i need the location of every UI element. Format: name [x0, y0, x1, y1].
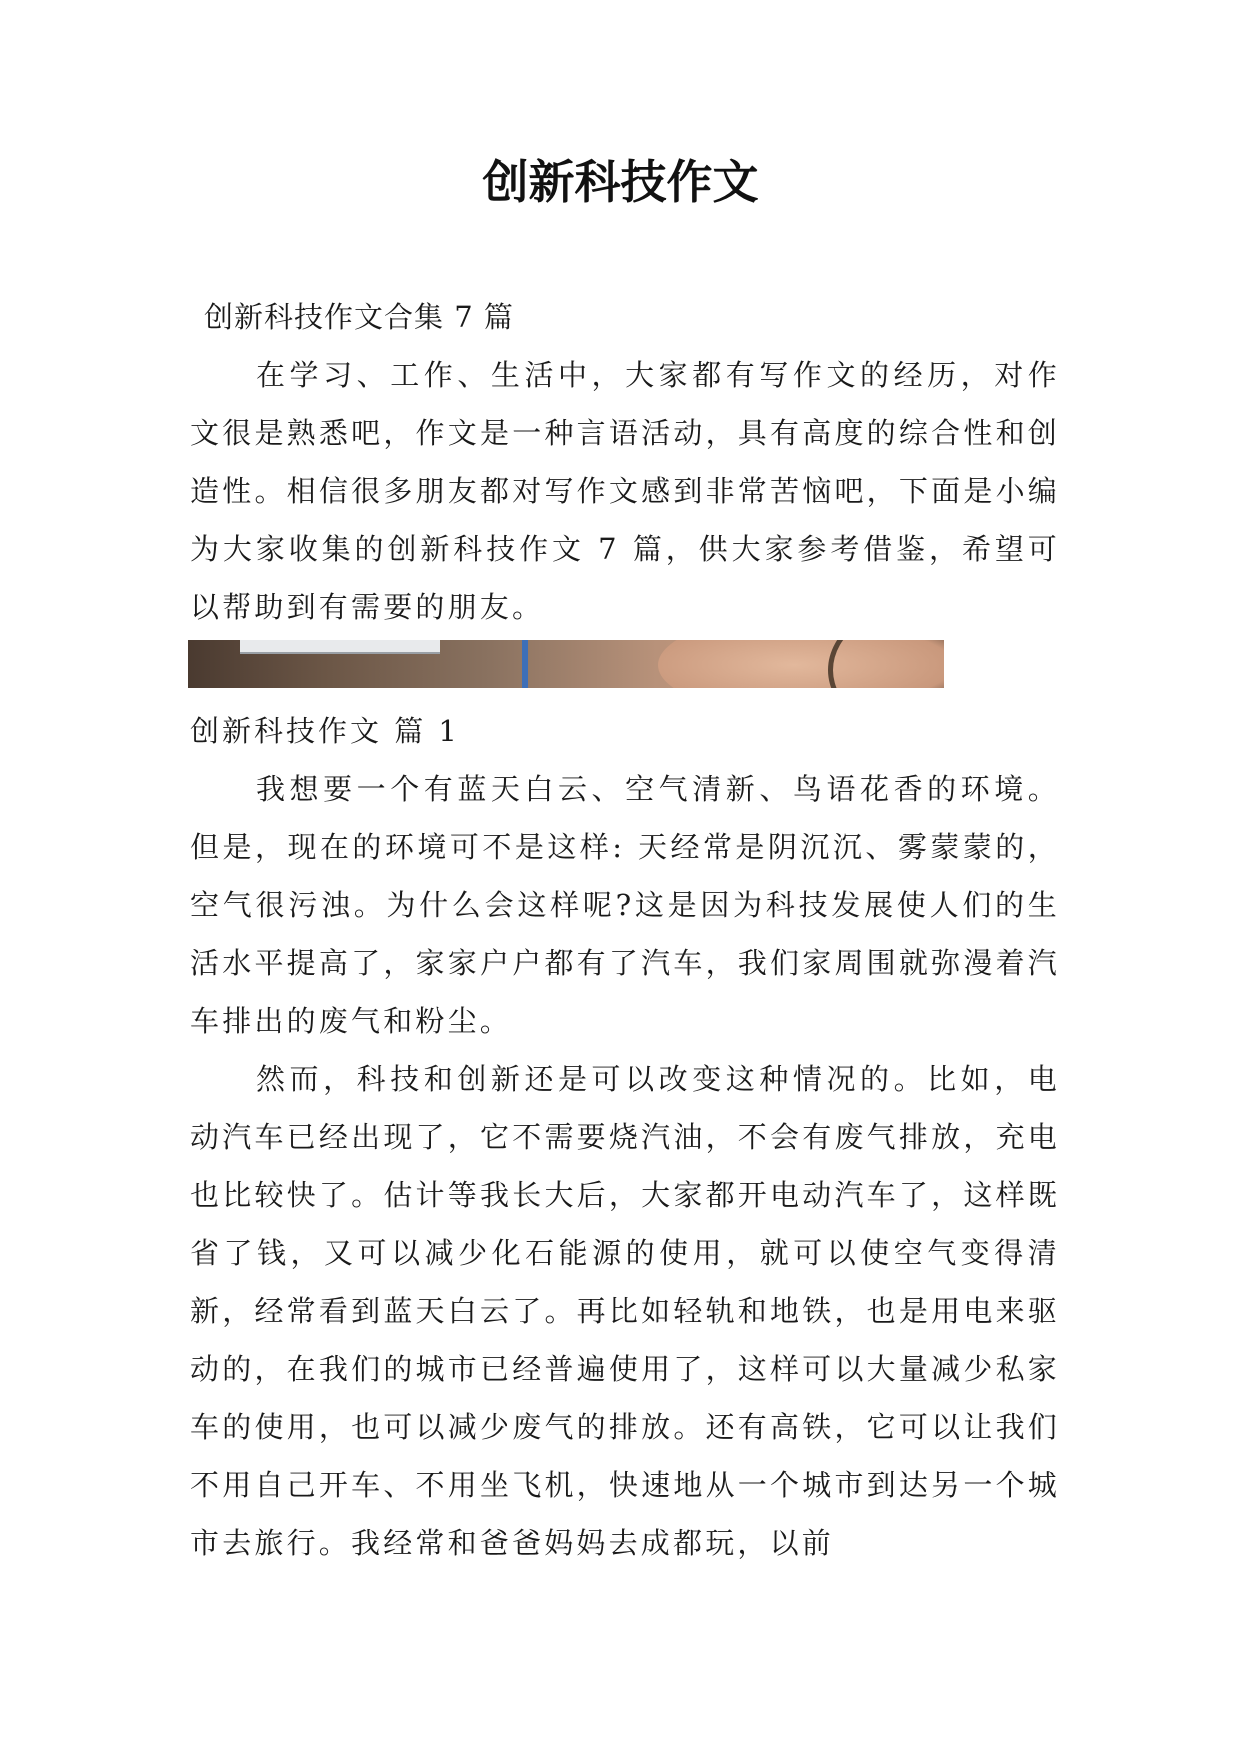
- cropped-photo: [188, 640, 944, 688]
- section-heading: 创新科技作文 篇 1: [190, 714, 460, 748]
- body-paragraph: 我想要一个有蓝天白云、空气清新、鸟语花香的环境。但是，现在的环境可不是这样: 天经常是阴沉沉、雾蒙蒙的，空气很污浊。为什么会这样呢?这是因为科技发展使人们的生活水平提高了，家家户户都有了汽车，我们家周围就弥漫着汽车排出的废气和粉尘。: [190, 772, 1060, 1038]
- photo-laptop-screen: [240, 640, 440, 654]
- body-paragraph: 然而，科技和创新还是可以改变这种情况的。比如，电动汽车已经出现了，它不需要烧汽油，不会有废气排放，充电也比较快了。估计等我长大后，大家都开电动汽车了，这样既省了钱，又可以减少化石能源的使用，就可以使空气变得清新，经常看到蓝天白云了。再比如轻轨和地铁，也是用电来驱动的，在我们的城市已经普遍使用了，这样可以大量减少私家车的使用，也可以减少废气的排放。还有高铁，它可以让我们不用自己开车、不用坐飞机，快速地从一个城市到达另一个城市去旅行。我经常和爸爸妈妈去成都玩，以前: [190, 1062, 1060, 1560]
- photo-cable: [522, 640, 528, 688]
- photo-chair-rim: [828, 640, 944, 688]
- document-title: 创新科技作文: [482, 155, 759, 209]
- document-subtitle: 创新科技作文合集 7 篇: [204, 300, 514, 334]
- intro-paragraph: 在学习、工作、生活中，大家都有写作文的经历，对作文很是熟悉吧，作文是一种言语活动，具有高度的综合性和创造性。相信很多朋友都对写作文感到非常苦恼吧，下面是小编为大家收集的创新科技作文 7 篇，供大家参考借鉴，希望可以帮助到有需要的朋友。: [190, 358, 1060, 624]
- document-body: [190, 288, 1060, 1572]
